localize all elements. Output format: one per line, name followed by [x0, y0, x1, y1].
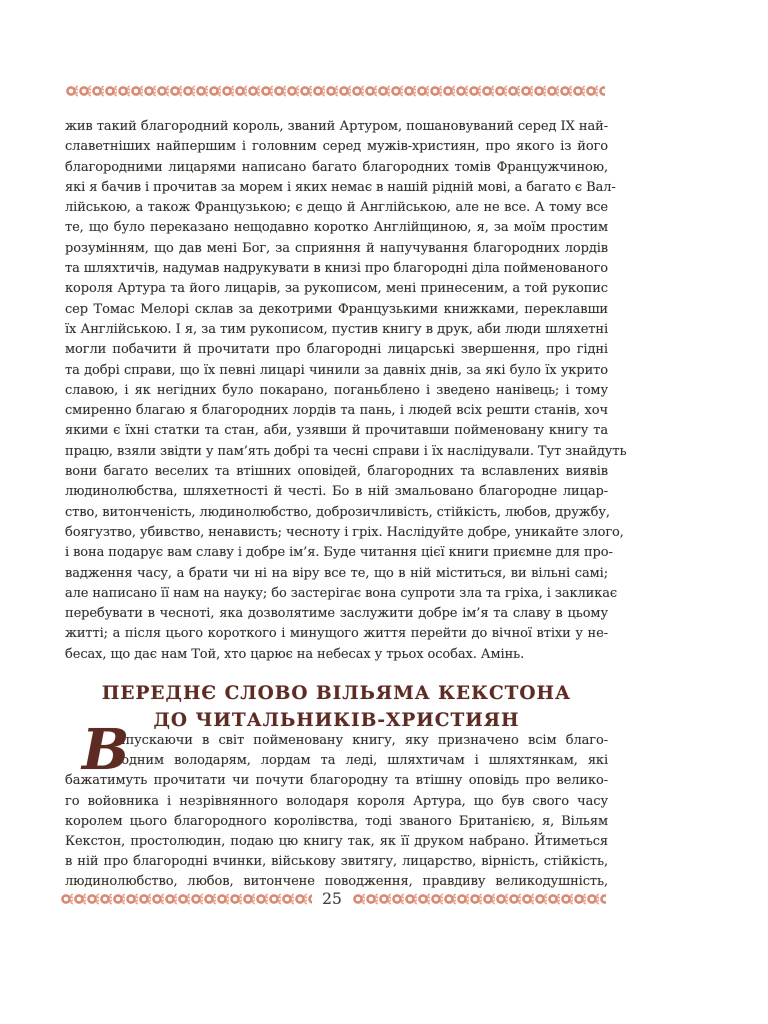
text-line: і вона подарує вам славу і добре ім’я. Буде читання цієї книги приємне для про-: [65, 545, 613, 561]
text-line: те, що було переказано нещодавно коротко Англійщиною, я, за моїм простим: [65, 220, 608, 236]
bottom-ornament-band-right: [352, 893, 606, 905]
text-line: які я бачив і прочитав за морем і яких немає в нашій рідній мові, а багато є Вал-: [65, 179, 616, 195]
text-line: житті; а після цього короткого і минущого життя перейти до вічної втіхи у не-: [65, 626, 608, 642]
text-line: славетніших найпершим і головним серед мужів-християн, про якого із його: [65, 139, 608, 155]
text-line: їх Англійською. І я, за тим рукописом, пустив книгу в друк, аби люди шляхетні: [65, 321, 608, 337]
paragraph-continuation: [65, 117, 627, 665]
text-line: якими є їхні статки та стан, аби, узявши й прочитавши пойменовану книгу та: [65, 423, 608, 439]
text-line: благородними лицарями написано багато благородних томів Францужчиною,: [65, 159, 608, 175]
heading-line-2: ДО ЧИТАЛЬНИКІВ-ХРИСТИЯН: [153, 710, 520, 731]
text-line: перебувати в чесноті, яка дозволятиме заслужити добре ім’я та славу в цьому: [65, 606, 608, 622]
text-line: бесах, що дає нам Той, хто царює на небесах у трьох особах. Амінь.: [65, 646, 525, 662]
heading-line-1: ПЕРЕДНЄ СЛОВО ВІЛЬЯМА КЕКСТОНА: [101, 683, 572, 704]
page-number: 25: [322, 890, 342, 908]
text-line: та добрі справи, що їх певні лицарі чинили за давніх днів, за які було їх укрито: [65, 362, 608, 378]
text-line: розумінням, що дав мені Бог, за сприяння й напучування благородних лордів: [65, 240, 608, 256]
text-line: жив такий благородний король, званий Артуром, пошановуваний серед ІХ най-: [65, 119, 608, 134]
footer: [60, 890, 606, 908]
text-line: в ній про благородні вчинки, військову звитягу, лицарство, вірність, стійкість,: [65, 854, 608, 870]
section-heading: [65, 680, 608, 734]
text-line: короля Артура та його лицарів, за рукописом, мені принесеним, а той рукопис: [65, 281, 608, 297]
text-line: ство, витонченість, людинолюбство, доброзичливість, стійкість, любов, дружбу,: [65, 504, 610, 520]
text-line: людинолюбства, шляхетності й честі. Бо в ній змальовано благородне лицар-: [65, 484, 608, 500]
bottom-ornament-band-left: [60, 893, 312, 905]
text-line: сер Томас Мелорі склав за декотрими Французькими книжками, переклавши: [65, 301, 608, 317]
text-line: та шляхтичів, надумав надрукувати в книзі про благородні діла пойменованого: [65, 261, 609, 277]
text-line: працю, взяли звідти у пам’ять добрі та чесні справи і їх наслідували. Тут знайдуть: [65, 443, 627, 459]
text-line: славою, і як негідних було покарано, поганьблено і зведено нанівець; і тому: [65, 382, 608, 398]
text-line: Кекстон, простолюдин, подаю цю книгу так, як її друком набрано. Йтиметься: [65, 834, 608, 850]
text-line: могли побачити й прочитати про благородні лицарські звершення, про гідні: [65, 342, 608, 358]
text-line: вадження часу, а брати чи ні на віру все те, що в ній міститься, ви вільні самі;: [65, 565, 608, 581]
text-line: ипускаючи в світ пойменовану книгу, яку призначено всім благо-: [117, 733, 608, 748]
text-line: го войовника і незрівнянного володаря короля Артура, що був свого часу: [65, 793, 608, 809]
text-line: але написано її нам на науку; бо застерігає вона супроти зла та гріха, і закликає: [65, 585, 618, 601]
text-line: родним володарям, лордам та леді, шляхтичам і шляхтянкам, які: [113, 753, 608, 769]
text-line: вони багато веселих та втішних оповідей, благородних та вславлених виявів: [65, 464, 608, 480]
text-line: бажатимуть прочитати чи почути благородну та втішну оповідь про велико-: [65, 773, 608, 789]
drop-cap-initial: В: [82, 717, 130, 783]
text-line: боягузтво, убивство, ненависть; чесноту і гріх. Наслідуйте добре, уникайте злого,: [65, 524, 624, 540]
top-ornament-band: [65, 85, 605, 97]
text-line: королем цього благородного королівства, тоді званого Британією, я, Вільям: [65, 813, 608, 829]
text-line: лійською, а також Французькою; є дещо й Англійською, але не все. А тому все: [65, 200, 608, 216]
text-line: смиренно благаю я благородних лордів та пань, і людей всіх решти станів, хоч: [65, 403, 608, 419]
text-line: людинолюбство, любов, витончене поводження, правдиву великодушність,: [65, 874, 608, 890]
